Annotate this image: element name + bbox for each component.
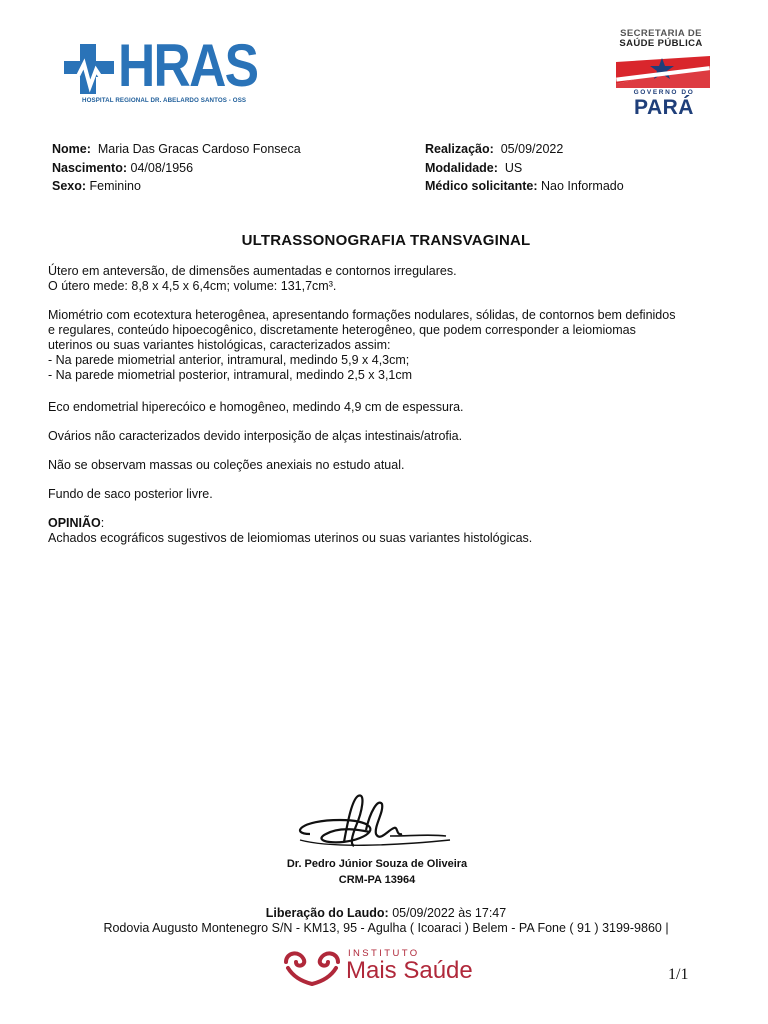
requesting-doctor-label: Médico solicitante: <box>425 179 538 193</box>
release-value: 05/09/2022 às 17:47 <box>392 906 507 920</box>
handwritten-signature-icon <box>270 790 484 860</box>
mais-saude-heart-icon <box>282 948 342 986</box>
exam-info-right <box>425 140 624 196</box>
report-paragraph-ovaries: Ovários não caracterizados devido interposição de alças intestinais/atrofia. <box>48 429 463 443</box>
report-title: ULTRASSONOGRAFIA TRANSVAGINAL <box>241 232 531 249</box>
report-line: uterinos ou suas variantes histológicas, caracterizados assim: <box>48 338 391 352</box>
government-logo <box>604 28 718 124</box>
footer-address: Rodovia Augusto Montenegro S/N - KM13, 95 - Agulha ( Icoaraci ) Belem - PA Fone ( 91 ) 3199-9860 | <box>103 921 669 935</box>
patient-sex-value: Feminino <box>89 179 141 193</box>
institute-name: Mais Saúde <box>346 957 473 984</box>
exam-date-label: Realização: <box>425 142 494 156</box>
gov-logo-secretaria: SECRETARIA DE <box>620 28 702 39</box>
patient-name-label: Nome: <box>52 142 91 156</box>
report-line: Miométrio com ecotextura heterogênea, apresentando formações nodulares, sólidas, de contornos bem definidos <box>48 308 676 322</box>
exam-modality-label: Modalidade: <box>425 160 498 175</box>
report-paragraph-uterus <box>48 264 738 294</box>
doctor-name: Dr. Pedro Júnior Souza de Oliveira <box>286 858 468 870</box>
opinion-heading <box>48 516 738 531</box>
exam-modality-value: US <box>504 160 523 175</box>
hospital-logo-word: HRAS <box>118 32 258 99</box>
report-line: - Na parede miometrial posterior, intramural, medindo 2,5 x 3,1cm <box>48 368 413 382</box>
requesting-doctor-row <box>425 177 624 196</box>
patient-name-value: Maria Das Gracas Cardoso Fonseca <box>97 142 301 156</box>
opinion-colon: : <box>100 516 105 530</box>
mais-saude-logo <box>282 946 496 988</box>
patient-name-row <box>52 140 301 159</box>
hospital-logo-subtitle: HOSPITAL REGIONAL DR. ABELARDO SANTOS - OSS <box>82 97 247 104</box>
opinion-label: OPINIÃO <box>48 516 101 530</box>
patient-sex-row <box>52 177 301 196</box>
doctor-signature <box>270 790 484 860</box>
report-line: - Na parede miometrial anterior, intramural, medindo 5,9 x 4,3cm; <box>48 353 410 367</box>
report-opinion <box>48 516 738 546</box>
medical-cross-icon <box>60 40 120 100</box>
patient-birth-label: Nascimento: <box>52 160 128 175</box>
report-paragraph-cul-de-sac: Fundo de saco posterior livre. <box>48 487 213 501</box>
report-line: O útero mede: 8,8 x 4,5 x 6,4cm; volume: 131,7cm³. <box>48 279 337 293</box>
gov-logo-state: PARÁ <box>634 96 694 119</box>
exam-date-row <box>425 140 624 159</box>
patient-info-left <box>52 140 301 196</box>
para-flag-icon <box>614 54 712 92</box>
page-number: 1/1 <box>668 966 689 983</box>
report-paragraph-myometrium <box>48 308 738 383</box>
patient-sex-label: Sexo: <box>52 179 87 193</box>
institute-small-label: INSTITUTO <box>348 948 420 959</box>
gov-logo-saude: SAÚDE PÚBLICA <box>619 38 703 49</box>
report-line: Útero em anteversão, de dimensões aumentadas e contornos irregulares. <box>48 264 457 278</box>
hospital-logo <box>60 32 258 108</box>
exam-date-value: 05/09/2022 <box>500 142 564 156</box>
opinion-text: Achados ecográficos sugestivos de leiomiomas uterinos ou suas variantes histológicas. <box>48 531 533 545</box>
gov-logo-governo: GOVERNO DO <box>633 89 695 96</box>
report-paragraph-endometrium: Eco endometrial hiperecóico e homogêneo, medindo 4,9 cm de espessura. <box>48 400 464 414</box>
release-label: Liberação do Laudo: <box>265 906 389 920</box>
patient-birth-value: 04/08/1956 <box>130 160 194 175</box>
patient-birth-row <box>52 159 301 178</box>
doctor-crm: CRM-PA 13964 <box>338 874 416 886</box>
report-paragraph-adnexa: Não se observam massas ou coleções anexiais no estudo atual. <box>48 458 405 472</box>
report-line: e regulares, conteúdo hipoecogênico, discretamente heterogêneo, que podem corresponder a leiomiomas <box>48 323 636 337</box>
exam-modality-row <box>425 159 624 178</box>
release-info <box>0 906 768 920</box>
requesting-doctor-value: Nao Informado <box>541 179 624 193</box>
